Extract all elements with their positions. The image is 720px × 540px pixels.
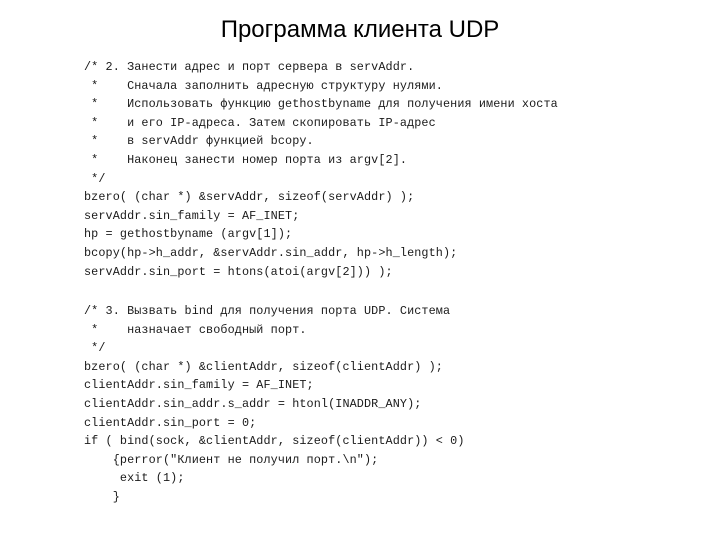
code-line: bzero( (char *) &clientAddr, sizeof(clientAddr) ); [84,359,443,374]
code-block-server-address [84,58,558,281]
code-line: * Сначала заполнить адресную структуру нулями. [84,78,443,93]
code-line: */ [84,341,106,356]
code-line: servAddr.sin_port = htons(atoi(argv[2])) ); [84,264,393,279]
code-line: */ [84,171,106,186]
code-line: * и его IP-адреса. Затем скопировать IP-адрес [84,115,436,130]
code-line: * в servAddr функцией bcopy. [84,134,314,149]
code-line: * Наконец занести номер порта из argv[2]. [84,152,408,167]
code-block-bind-port [84,302,465,507]
code-line: if ( bind(sock, &clientAddr, sizeof(clientAddr)) < 0) [84,434,465,449]
code-line: /* 3. Вызвать bind для получения порта UDP. Система [84,304,451,318]
code-line: * назначает свободный порт. [84,322,307,337]
slide-title: Программа клиента UDP [220,16,500,43]
code-line: } [84,489,120,504]
code-line: servAddr.sin_family = AF_INET; [84,208,300,223]
code-line: clientAddr.sin_port = 0; [84,415,257,430]
code-line: clientAddr.sin_family = AF_INET; [84,378,314,393]
code-line: bcopy(hp->h_addr, &servAddr.sin_addr, hp->h_length); [84,245,458,260]
code-line: clientAddr.sin_addr.s_addr = htonl(INADDR_ANY); [84,396,422,411]
code-line: /* 2. Занести адрес и порт сервера в servAddr. [84,60,415,74]
code-line: exit (1); [84,471,185,486]
code-line: * Использовать функцию gethostbyname для получения имени хоста [84,97,558,112]
code-line: hp = gethostbyname (argv[1]); [84,227,293,242]
code-line: {perror("Клиент не получил порт.\n"); [84,452,379,467]
code-line: bzero( (char *) &servAddr, sizeof(servAddr) ); [84,190,415,205]
